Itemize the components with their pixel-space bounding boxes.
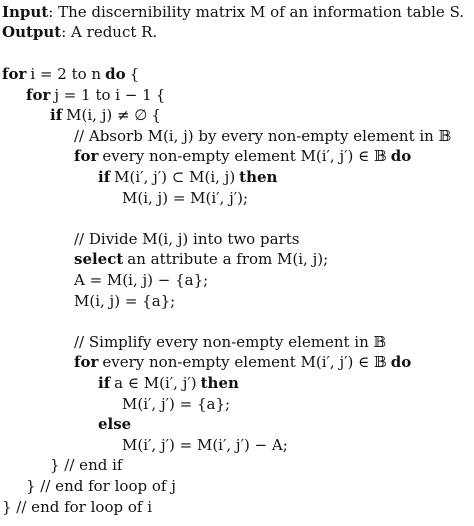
input-text: : The discernibility matrix M of an information table S.: [48, 3, 465, 21]
line-text: a ∈ M(i′, j′): [114, 374, 197, 392]
algo-line-comment-simplify: [74, 332, 386, 352]
keyword: if: [98, 168, 111, 186]
open-brace: {: [151, 106, 161, 125]
output-line: [2, 22, 157, 42]
open-brace: {: [129, 65, 140, 83]
algo-line-end-for-i: [2, 497, 152, 517]
algo-line-for-every-2: [74, 352, 411, 372]
algo-line-if-nonempty: [50, 105, 161, 125]
keyword-end: do: [390, 353, 412, 372]
algo-line-comment-absorb: [74, 126, 451, 146]
input-line: [2, 2, 464, 22]
algo-line-end-if: [50, 455, 122, 475]
keyword: if: [50, 106, 63, 125]
line-text: an attribute a from M(i, j);: [127, 250, 329, 269]
keyword: select: [74, 250, 124, 269]
keyword: else: [98, 415, 132, 434]
keyword: for: [74, 353, 99, 372]
algo-line-assign-mij-a: [74, 291, 175, 311]
algo-line-for-j: [26, 85, 165, 105]
line-text: } // end for loop of i: [2, 497, 152, 516]
algo-line-comment-divide: [74, 229, 299, 249]
algo-line-for-every-1: [74, 146, 411, 166]
line-text: M(i, j) ≠ ∅: [66, 106, 148, 125]
open-brace: {: [155, 85, 166, 104]
line-text: } // end if: [50, 456, 123, 475]
output-text: : A reduct R.: [61, 23, 158, 41]
line-text: M(i′, j′) ⊂ M(i, j): [114, 168, 236, 186]
line-text: // Simplify every non-empty element in 𝔹: [74, 332, 387, 351]
algo-line-if-member: [98, 373, 239, 393]
line-text: } // end for loop of j: [26, 477, 176, 495]
line-text: // Absorb M(i, j) by every non-empty element in 𝔹: [74, 126, 452, 145]
algo-line-assign-mij: [122, 188, 248, 208]
algo-line-else: [98, 414, 135, 434]
output-label: Output: [2, 23, 62, 41]
line-text: M(i′, j′) = M(i′, j′) − A;: [122, 435, 288, 454]
keyword: for: [2, 65, 27, 83]
line-text: i = 2 to n: [30, 65, 102, 83]
keyword-end: then: [239, 168, 278, 186]
keyword: if: [98, 374, 111, 392]
line-text: M(i′, j′) = {a};: [122, 394, 231, 413]
keyword-end: do: [390, 147, 412, 166]
line-text: // Divide M(i, j) into two parts: [74, 229, 300, 248]
algo-line-assign-A: [74, 270, 208, 290]
line-text: j = 1 to i − 1: [54, 85, 152, 104]
input-label: Input: [2, 3, 49, 21]
algo-line-select-attr: [74, 249, 328, 269]
keyword: for: [26, 85, 51, 104]
line-text: every non-empty element M(i′, j′) ∈ 𝔹: [102, 353, 387, 372]
algo-line-end-for-j: [26, 476, 176, 496]
algo-line-if-subset: [98, 167, 277, 187]
line-text: M(i, j) = M(i′, j′);: [122, 188, 249, 207]
algo-line-assign-minus: [122, 435, 288, 455]
line-text: A = M(i, j) − {a};: [74, 271, 209, 289]
algo-line-assign-a: [122, 394, 230, 414]
line-text: M(i, j) = {a};: [74, 291, 176, 310]
line-text: every non-empty element M(i′, j′) ∈ 𝔹: [102, 147, 387, 166]
algo-line-for-i: [2, 64, 139, 84]
keyword-end: do: [105, 65, 126, 83]
keyword: for: [74, 147, 99, 166]
keyword-end: then: [200, 374, 239, 392]
